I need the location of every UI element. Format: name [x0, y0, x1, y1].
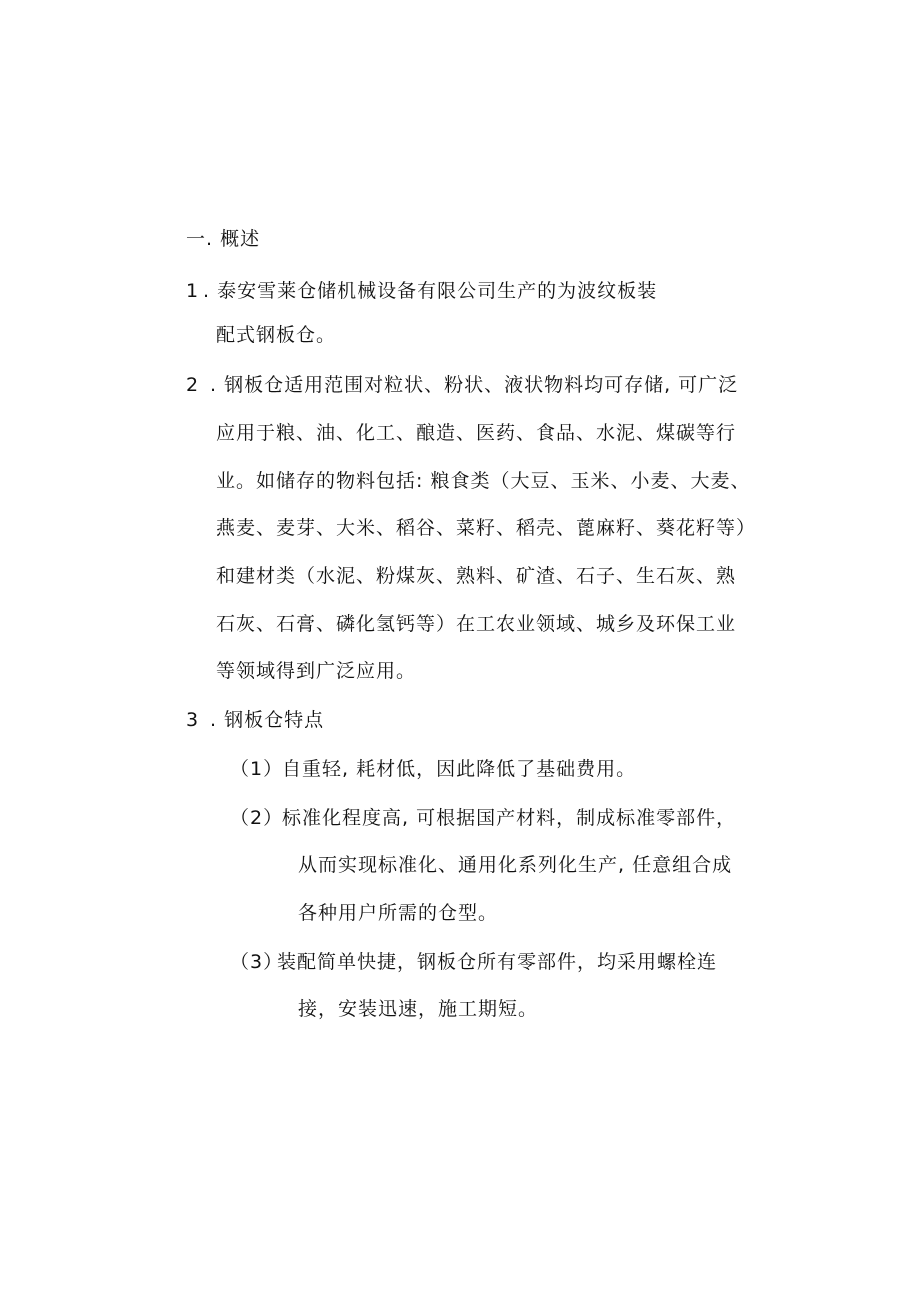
item-2-line-4: 燕麦、麦芽、大米、稻谷、菜籽、稻壳、蓖麻籽、葵花籽等）	[216, 517, 757, 539]
feature-2-line-1: 标准化程度高, 可根据国产材料，制成标准零部件，	[282, 807, 737, 829]
feature-2-line-3: 各种用户所需的仓型。	[298, 902, 499, 924]
feature-label-1: （1）	[230, 758, 284, 780]
item-2-line-5: 和建材类（水泥、粉煤灰、熟料、矿渣、石子、生石灰、熟	[216, 565, 737, 587]
item-2-line-7: 等领域得到广泛应用。	[216, 660, 417, 682]
section-title: 一. 概述	[186, 228, 261, 250]
item-2-line-6: 石灰、石膏、磷化氢钙等）在工农业领域、城乡及环保工业	[216, 613, 737, 635]
item-number-2: 2	[186, 374, 199, 396]
item-number-1: 1	[186, 280, 199, 302]
item-2-line-1: . 钢板仓适用范围对粒状、粉状、液状物料均可存储, 可广泛	[210, 374, 739, 396]
feature-3-line-2: 接，安装迅速，施工期短。	[298, 998, 539, 1020]
item-1-line-2: 配式钢板仓。	[216, 324, 337, 346]
feature-1-line-1: 自重轻, 耗材低，因此降低了基础费用。	[282, 758, 637, 780]
item-number-3: 3	[186, 709, 199, 731]
item-3-line-1: . 钢板仓特点	[210, 709, 325, 731]
item-2-line-3: 业。如储存的物料包括: 粮食类（大豆、玉米、小麦、大麦、	[216, 470, 751, 492]
item-2-line-2: 应用于粮、油、化工、酿造、医药、食品、水泥、煤碳等行	[216, 422, 737, 444]
feature-label-3: （3）	[230, 951, 284, 973]
feature-2-line-2: 从而实现标准化、通用化系列化生产, 任意组合成	[298, 854, 733, 876]
item-1-line-1: . 泰安雪莱仓储机械设备有限公司生产的为波纹板装	[203, 280, 658, 302]
feature-3-line-1: 装配简单快捷，钢板仓所有零部件，均采用螺栓连	[277, 951, 718, 973]
feature-label-2: （2）	[230, 807, 284, 829]
